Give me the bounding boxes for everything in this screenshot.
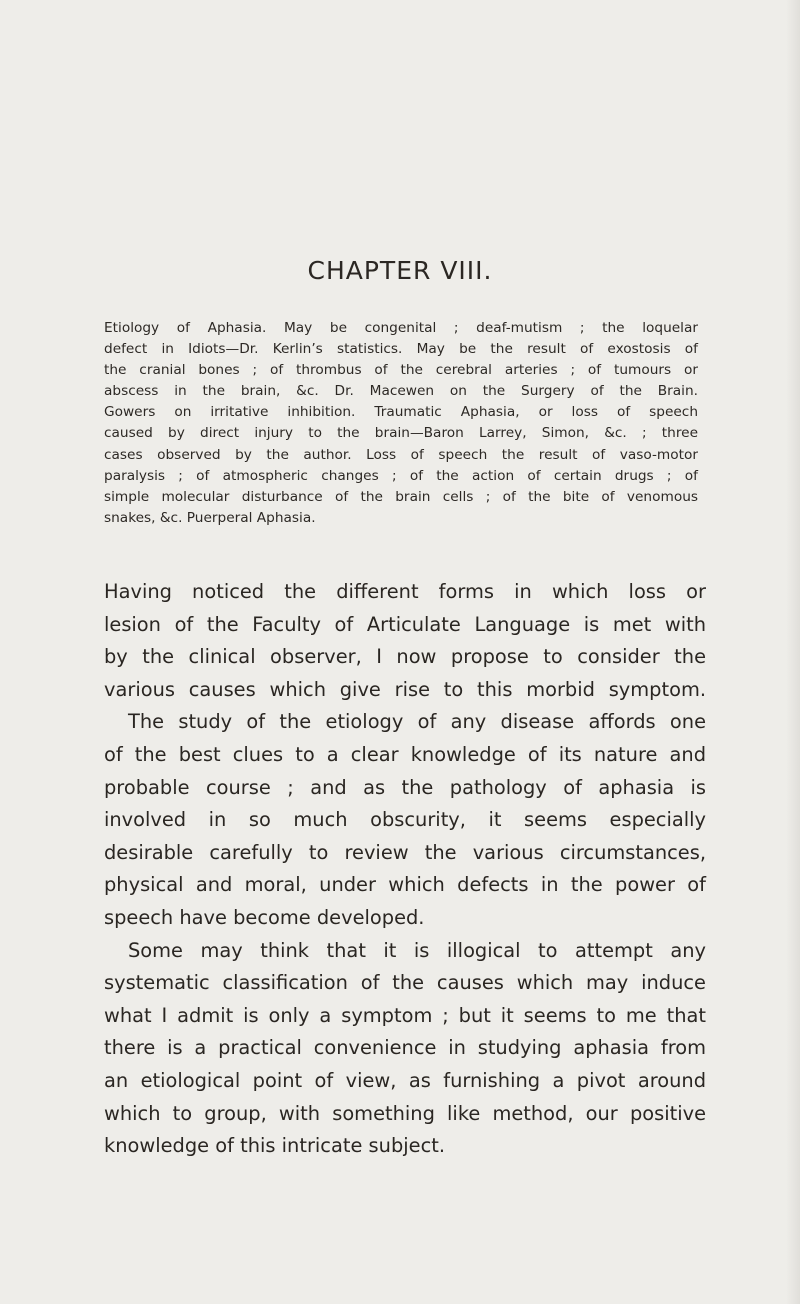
body-line: of the best clues to a clear knowledge of its nature and [104, 742, 706, 766]
summary-line: simple molecular disturbance of the brain cells ; of the bite of venomous [104, 488, 698, 505]
body-line: The study of the etiology of any disease affords one [128, 710, 706, 734]
summary-line: abscess in the brain, &c. Dr. Macewen on the Surgery of the Brain. [104, 383, 698, 400]
summary-line: snakes, &c. Puerperal Aphasia. [104, 509, 316, 526]
body-line: an etiological point of view, as furnishing a pivot around [104, 1068, 706, 1092]
body-line: involved in so much obscurity, it seems especially [104, 808, 706, 832]
body-line: physical and moral, under which defects in the power of [104, 873, 706, 897]
chapter-summary [104, 318, 698, 529]
body-line: there is a practical convenience in studying aphasia from [104, 1036, 706, 1060]
body-line: which to group, with something like method, our positive [104, 1101, 706, 1125]
summary-line: the cranial bones ; of thrombus of the cerebral arteries ; of tumours or [104, 362, 698, 379]
summary-line: cases observed by the author. Loss of speech the result of vaso-motor [104, 446, 698, 463]
body-line: desirable carefully to review the various circumstances, [104, 840, 706, 864]
body-line: various causes which give rise to this morbid symptom. [104, 677, 706, 701]
body-line: Having noticed the different forms in which loss or [104, 580, 706, 603]
body-line: by the clinical observer, I now propose to consider the [104, 645, 706, 669]
chapter-heading: CHAPTER VIII. [307, 256, 493, 285]
summary-line: Gowers on irritative inhibition. Traumatic Aphasia, or loss of speech [104, 404, 698, 421]
summary-line: Etiology of Aphasia. May be congenital ; deaf-mutism ; the loquelar [104, 320, 698, 336]
body-line: lesion of the Faculty of Articulate Language is met with [104, 612, 706, 636]
body-text [104, 576, 706, 1163]
body-line: knowledge of this intricate subject. [104, 1134, 445, 1158]
body-line: Some may think that it is illogical to attempt any [128, 938, 706, 962]
summary-line: caused by direct injury to the brain—Baron Larrey, Simon, &c. ; three [104, 425, 698, 442]
summary-line: paralysis ; of atmospheric changes ; of the action of certain drugs ; of [104, 467, 698, 484]
body-line: systematic classification of the causes which may induce [104, 971, 706, 995]
body-line: probable course ; and as the pathology of aphasia is [104, 775, 706, 799]
body-line: speech have become developed. [104, 905, 425, 929]
summary-line: defect in Idiots—Dr. Kerlin’s statistics. May be the result of exostosis of [104, 341, 698, 358]
page-edge-shadow [786, 0, 800, 1304]
body-line: what I admit is only a symptom ; but it seems to me that [104, 1003, 706, 1027]
